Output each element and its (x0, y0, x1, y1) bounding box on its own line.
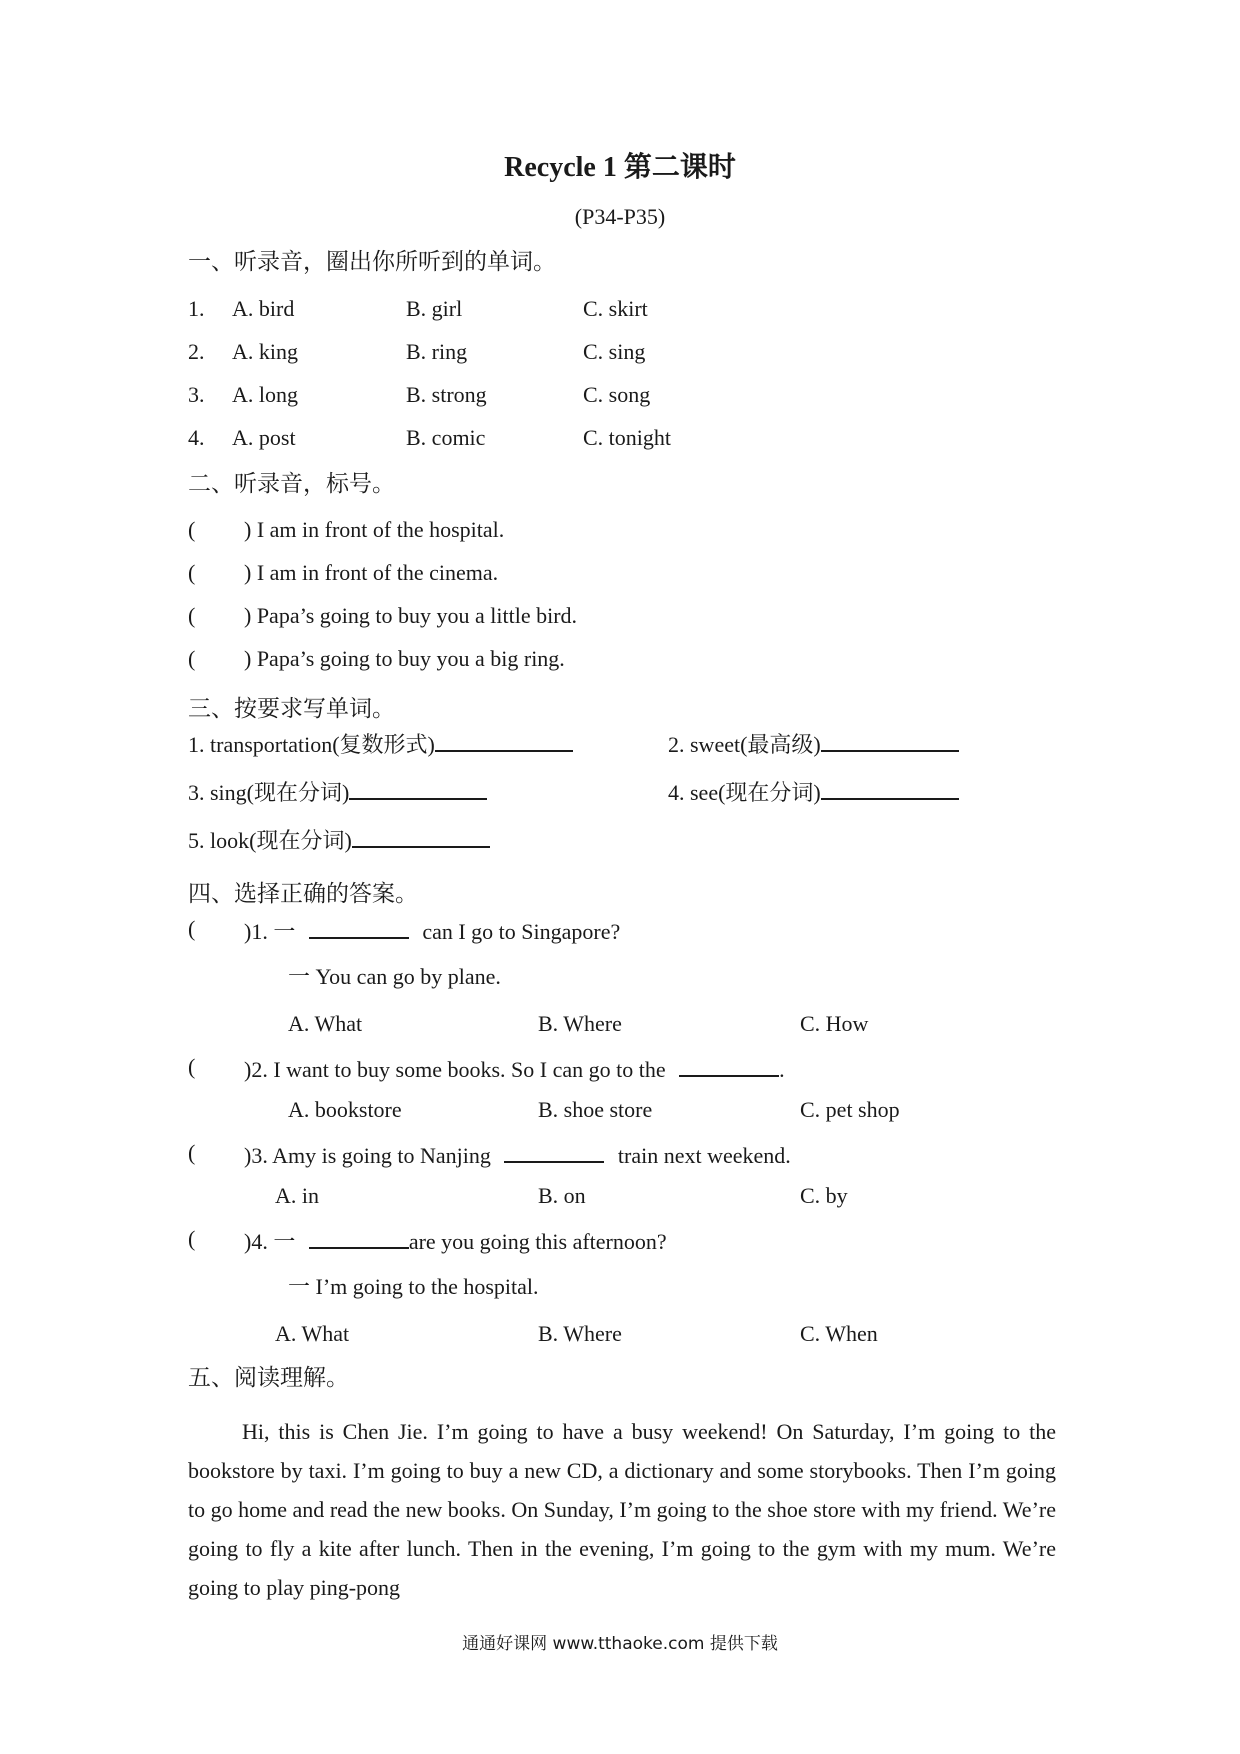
s4-q2 (244, 1053, 785, 1084)
s1-item-2-option-c: C. sing (583, 339, 646, 364)
s4-q4-option-a: A. What (275, 1321, 350, 1346)
s4-q1-option-a: A. What (288, 1011, 363, 1036)
section-5-heading: 五、阅读理解。 (188, 1365, 349, 1390)
s2-item-1-text: ) I am in front of the hospital. (244, 517, 505, 542)
s4-q1-stem-end: can I go to Singapore? (422, 919, 621, 944)
s4-q2-bracket: ( (188, 1054, 196, 1079)
s1-item-2-option-b: B. ring (406, 339, 468, 364)
s1-item-3-option-b: B. strong (406, 382, 487, 407)
s4-q4-option-b: B. Where (538, 1321, 622, 1346)
s4-q4-reply: 一 I’m going to the hospital. (288, 1274, 539, 1299)
s4-q2-stem: )2. I want to buy some books. So I can go to the (244, 1057, 666, 1082)
s1-item-1-number: 1. (188, 296, 205, 321)
s3-item-3 (188, 776, 487, 807)
s4-q1 (244, 915, 620, 946)
s3-item-2 (668, 728, 959, 759)
s2-item-1-bracket: ( (188, 517, 196, 542)
s4-q3 (244, 1139, 791, 1170)
s3-item-5-label: 5. look(现在分词) (188, 828, 352, 853)
s3-item-1-label: 1. transportation(复数形式) (188, 732, 435, 757)
answer-blank-3[interactable] (349, 776, 487, 800)
s1-item-2-option-a: A. king (232, 339, 298, 364)
s3-item-3-label: 3. sing(现在分词) (188, 780, 350, 805)
s1-item-4-option-a: A. post (232, 425, 296, 450)
section-3-heading: 三、按要求写单词。 (188, 696, 395, 721)
s2-item-3-text: ) Papa’s going to buy you a little bird. (244, 603, 578, 628)
s1-item-3-option-c: C. song (583, 382, 651, 407)
s4-q2-option-c: C. pet shop (800, 1097, 900, 1122)
s1-item-4-number: 4. (188, 425, 205, 450)
s2-item-2-bracket: ( (188, 560, 196, 585)
s2-item-4-bracket: ( (188, 646, 196, 671)
s4-q4-bracket: ( (188, 1226, 196, 1251)
page-footer: 通通好课网 www.tthaoke.com 提供下载 (462, 1634, 778, 1654)
answer-blank-2[interactable] (821, 728, 959, 752)
reading-passage: Hi, this is Chen Jie. I’m going to have a busy weekend! On Saturday, I’m going to the bookstore by taxi. I’m going to buy a new CD, a dictionary and some storybooks. Then I’m going to go home and read the new books. On Sunday, I’m going to the shoe store with my friend. We’re going to fly a kite after lunch. Then in the evening, I’m going to the gym with my mum. We’re going to play ping-pong (188, 1419, 1056, 1600)
s4-q4-blank[interactable] (309, 1225, 409, 1249)
s4-q3-bracket: ( (188, 1140, 196, 1165)
s1-item-3-option-a: A. long (232, 382, 298, 407)
s4-q2-blank[interactable] (679, 1053, 779, 1077)
s4-q4-option-c: C. When (800, 1321, 878, 1346)
s3-item-5 (188, 824, 490, 855)
s3-item-2-label: 2. sweet(最高级) (668, 732, 821, 757)
answer-blank-1[interactable] (435, 728, 573, 752)
s4-q1-option-c: C. How (800, 1011, 869, 1036)
page-title: Recycle 1 第二课时 (504, 152, 736, 183)
s4-q2-option-b: B. shoe store (538, 1097, 653, 1122)
section-1-heading: 一、听录音，圈出你所听到的单词。 (188, 249, 556, 274)
s4-q4 (244, 1225, 667, 1256)
s3-item-4 (668, 776, 959, 807)
s1-item-3-number: 3. (188, 382, 205, 407)
s2-item-2-text: ) I am in front of the cinema. (244, 560, 499, 585)
section-4-heading: 四、选择正确的答案。 (188, 881, 418, 906)
page-subtitle: (P34-P35) (574, 204, 666, 229)
s1-item-1-option-b: B. girl (406, 296, 463, 321)
s4-q3-option-b: B. on (538, 1183, 586, 1208)
s4-q1-stem: )1. 一 (244, 919, 296, 944)
s1-item-1-option-c: C. skirt (583, 296, 648, 321)
s4-q2-stem-end: . (779, 1057, 785, 1082)
s4-q1-blank[interactable] (309, 915, 409, 939)
s1-item-4-option-c: C. tonight (583, 425, 672, 450)
s4-q4-stem: )4. 一 (244, 1229, 296, 1254)
s4-q3-blank[interactable] (504, 1139, 604, 1163)
s4-q1-option-b: B. Where (538, 1011, 622, 1036)
s3-item-1 (188, 728, 573, 759)
section-2-heading: 二、听录音，标号。 (188, 471, 395, 496)
answer-blank-5[interactable] (352, 824, 490, 848)
s2-item-3-bracket: ( (188, 603, 196, 628)
s4-q2-option-a: A. bookstore (288, 1097, 402, 1122)
s4-q3-stem: )3. Amy is going to Nanjing (244, 1143, 491, 1168)
s1-item-1-option-a: A. bird (232, 296, 295, 321)
s4-q1-reply: 一 You can go by plane. (288, 964, 501, 989)
s4-q3-option-c: C. by (800, 1183, 848, 1208)
s2-item-4-text: ) Papa’s going to buy you a big ring. (244, 646, 565, 671)
s3-item-4-label: 4. see(现在分词) (668, 780, 821, 805)
s4-q3-stem-end: train next weekend. (617, 1143, 791, 1168)
answer-blank-4[interactable] (821, 776, 959, 800)
s4-q3-option-a: A. in (275, 1183, 319, 1208)
s4-q4-stem-end: are you going this afternoon? (408, 1229, 667, 1254)
s1-item-4-option-b: B. comic (406, 425, 486, 450)
s4-q1-bracket: ( (188, 916, 196, 941)
s1-item-2-number: 2. (188, 339, 205, 364)
